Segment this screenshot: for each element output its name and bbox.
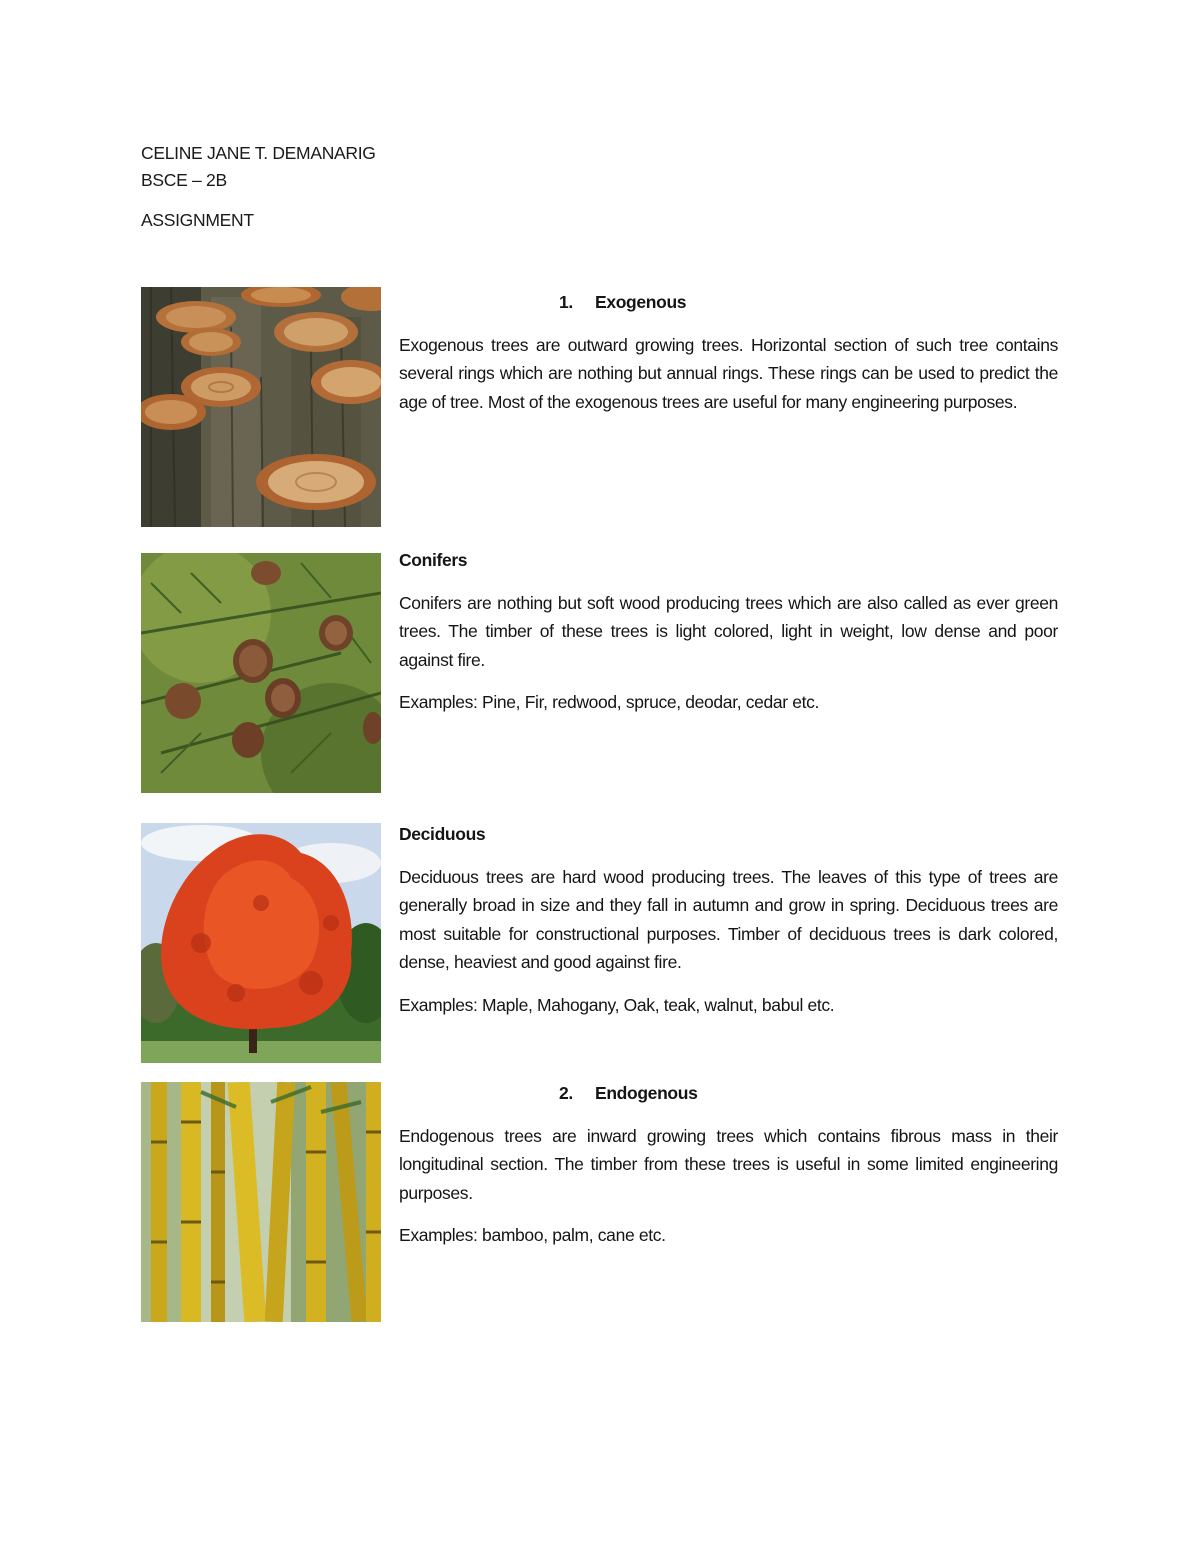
section-endogenous — [399, 1079, 1058, 1264]
section-paragraph: Conifers are nothing but soft wood producing trees which are also called as ever green trees. The timber of these trees is light colored, light in weight, low dense and poor against fire. — [399, 592, 1058, 670]
section-exogenous — [399, 288, 1058, 430]
section-title: Deciduous — [399, 824, 486, 844]
bamboo-photo — [141, 1082, 381, 1322]
section-examples: Examples: Maple, Mahogany, Oak, teak, walnut, babul etc. — [399, 994, 835, 1015]
section-paragraph: Exogenous trees are outward growing trees. Horizontal section of such tree contains several rings which are nothing but annual rings. These rings can be used to predict the age of tree. Most of the exogenous trees are useful for many engineering purposes. — [399, 334, 1058, 412]
conifer-photo — [141, 553, 381, 793]
section-title: Endogenous — [595, 1083, 698, 1103]
section-paragraph: Endogenous trees are inward growing trees which contains fibrous mass in their longitudinal section. The timber from these trees is useful in some limited engineering purposes. — [399, 1125, 1058, 1203]
section-examples: Examples: bamboo, palm, cane etc. — [399, 1225, 666, 1245]
author-name: CELINE JANE T. DEMANARIG — [141, 143, 376, 163]
section-heading — [399, 1079, 1058, 1108]
section-heading — [399, 288, 1058, 317]
section-title: Exogenous — [595, 292, 687, 312]
section-deciduous — [399, 820, 1058, 1033]
section-title: Conifers — [399, 550, 468, 570]
assignment-title: ASSIGNMENT — [141, 210, 254, 230]
deciduous-tree-photo — [141, 823, 381, 1063]
section-examples: Examples: Pine, Fir, redwood, spruce, deodar, cedar etc. — [399, 692, 820, 712]
section-number: 1. — [559, 292, 573, 312]
section-number: 2. — [559, 1083, 573, 1103]
logs-photo — [141, 287, 381, 527]
course-section: BSCE – 2B — [141, 170, 227, 190]
section-conifers — [399, 546, 1058, 731]
section-paragraph: Deciduous trees are hard wood producing trees. The leaves of this type of trees are generally broad in size and they fall in autumn and grow in spring. Deciduous trees are most suitable for constructional purposes. Timber of deciduous trees is dark colored, dense, heaviest and good against fire. — [399, 866, 1058, 972]
